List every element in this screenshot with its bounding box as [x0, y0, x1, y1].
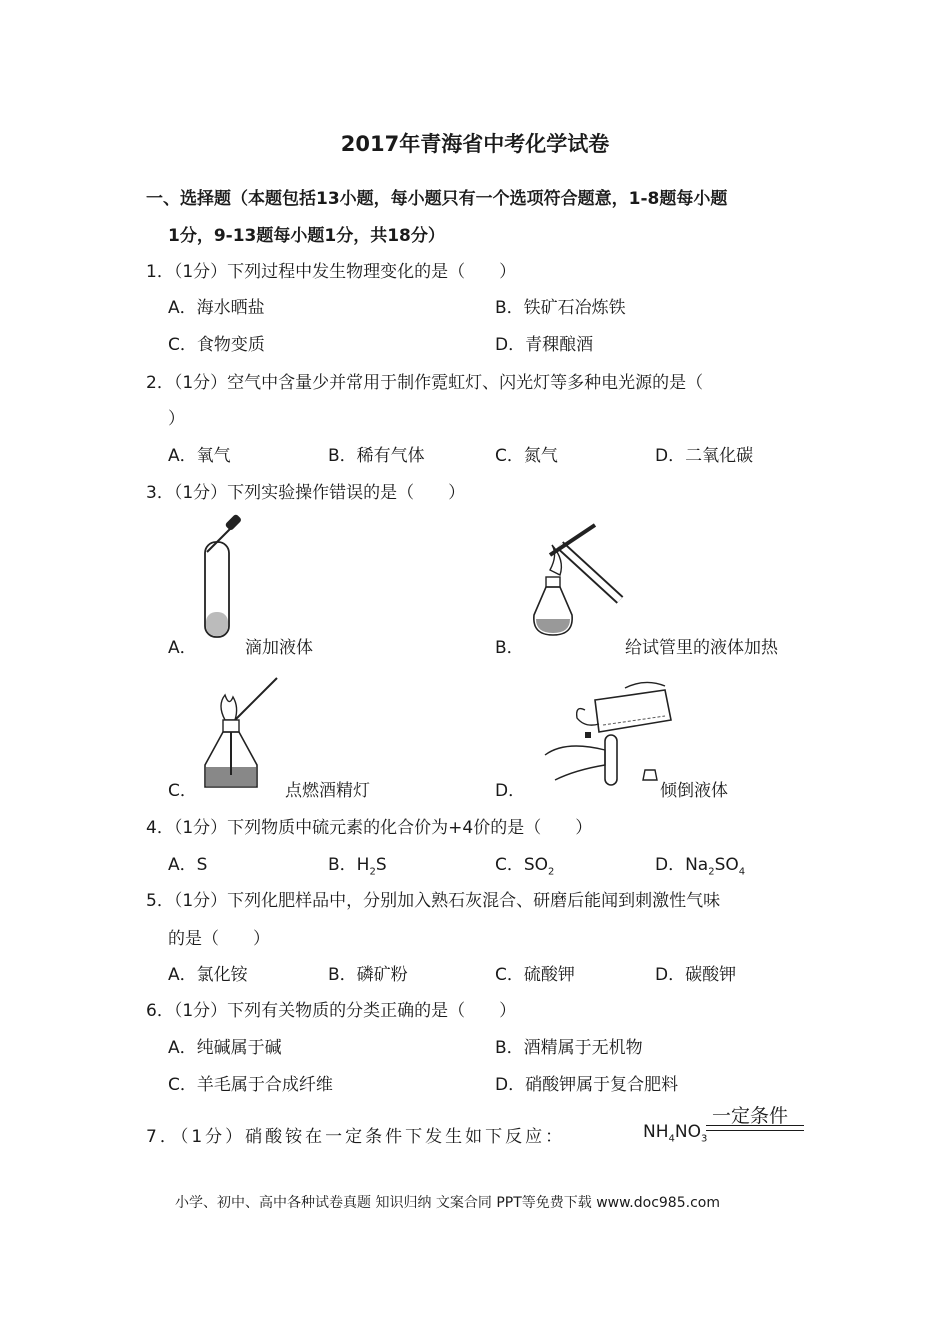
q5-option-d: D．碳酸钾 — [655, 965, 737, 985]
q1-option-a: A．海水晒盐 — [168, 298, 265, 318]
q2-option-c: C．氮气 — [495, 446, 558, 466]
section-heading-line1: 一、选择题（本题包括13小题，每小题只有一个选项符合题意，1-8题每小题 — [146, 189, 728, 209]
heating-test-tube-illustration — [520, 515, 630, 640]
q5-stem-line1: 5．（1分）下列化肥样品中，分别加入熟石灰混合、研磨后能闻到刺激性气味 — [146, 891, 721, 911]
footer-text: 小学、初中、高中各种试卷真题 知识归纳 文案合同 PPT等免费下载 www.doc985.com — [175, 1195, 720, 1211]
q6-option-a: A．纯碱属于碱 — [168, 1038, 282, 1058]
q1-option-c: C．食物变质 — [168, 335, 265, 355]
q1-stem: 1．（1分）下列过程中发生物理变化的是（ ） — [146, 262, 517, 282]
q3-option-c-caption: 点燃酒精灯 — [285, 781, 370, 801]
page-title: 2017年青海省中考化学试卷 — [340, 132, 610, 156]
q2-stem-line2: ） — [168, 409, 185, 429]
pouring-liquid-illustration — [525, 680, 675, 790]
q6-option-d: D．硝酸钾属于复合肥料 — [495, 1075, 679, 1095]
q7-formula: $NH_4NO_3$ — [643, 1122, 708, 1145]
q4-option-c: C．$SO_2$ — [495, 855, 555, 878]
equation-line-bottom — [706, 1130, 804, 1131]
q3-option-d-caption: 倾倒液体 — [660, 781, 728, 801]
lighting-alcohol-lamp-illustration — [195, 675, 285, 795]
reaction-condition: 一定条件 — [712, 1105, 789, 1127]
q3-option-a-letter: A． — [168, 638, 197, 658]
q5-option-c: C．硫酸钾 — [495, 965, 575, 985]
q3-stem: 3．（1分）下列实验操作错误的是（ ） — [146, 483, 466, 503]
q2-option-a: A．氧气 — [168, 446, 231, 466]
q3-option-c-letter: C． — [168, 781, 197, 801]
section-heading-line2: 1分，9-13题每小题1分，共18分） — [168, 226, 445, 246]
q6-stem: 6．（1分）下列有关物质的分类正确的是（ ） — [146, 1001, 517, 1021]
q7-stem: 7．（1分）硝酸铵在一定条件下发生如下反应： — [146, 1127, 566, 1147]
q5-stem-line2: 的是（ ） — [168, 929, 270, 949]
q6-option-b: B．酒精属于无机物 — [495, 1038, 643, 1058]
q2-stem-line1: 2．（1分）空气中含量少并常用于制作霓虹灯、闪光灯等多种电光源的是（ — [146, 373, 704, 393]
q3-option-b-caption: 给试管里的液体加热 — [625, 638, 778, 658]
q4-stem: 4．（1分）下列物质中硫元素的化合价为+4价的是（ ） — [146, 818, 593, 838]
q4-option-b: B．$H_2S$ — [328, 855, 387, 878]
q5-option-a: A．氯化铵 — [168, 965, 248, 985]
q2-option-b: B．稀有气体 — [328, 446, 425, 466]
q6-option-c: C．羊毛属于合成纤维 — [168, 1075, 333, 1095]
q2-option-d: D．二氧化碳 — [655, 446, 754, 466]
q3-option-a-caption: 滴加液体 — [245, 638, 313, 658]
equation-line-top — [706, 1125, 804, 1126]
q4-option-a: A．S — [168, 855, 208, 875]
q5-option-b: B．磷矿粉 — [328, 965, 408, 985]
q3-option-d-letter: D． — [495, 781, 526, 801]
q1-option-d: D．青稞酿酒 — [495, 335, 594, 355]
q1-option-b: B．铁矿石冶炼铁 — [495, 298, 626, 318]
dropper-test-tube-illustration — [195, 512, 255, 642]
q4-option-d: D．$Na_2SO_4$ — [655, 855, 746, 878]
q3-option-b-letter: B． — [495, 638, 524, 658]
